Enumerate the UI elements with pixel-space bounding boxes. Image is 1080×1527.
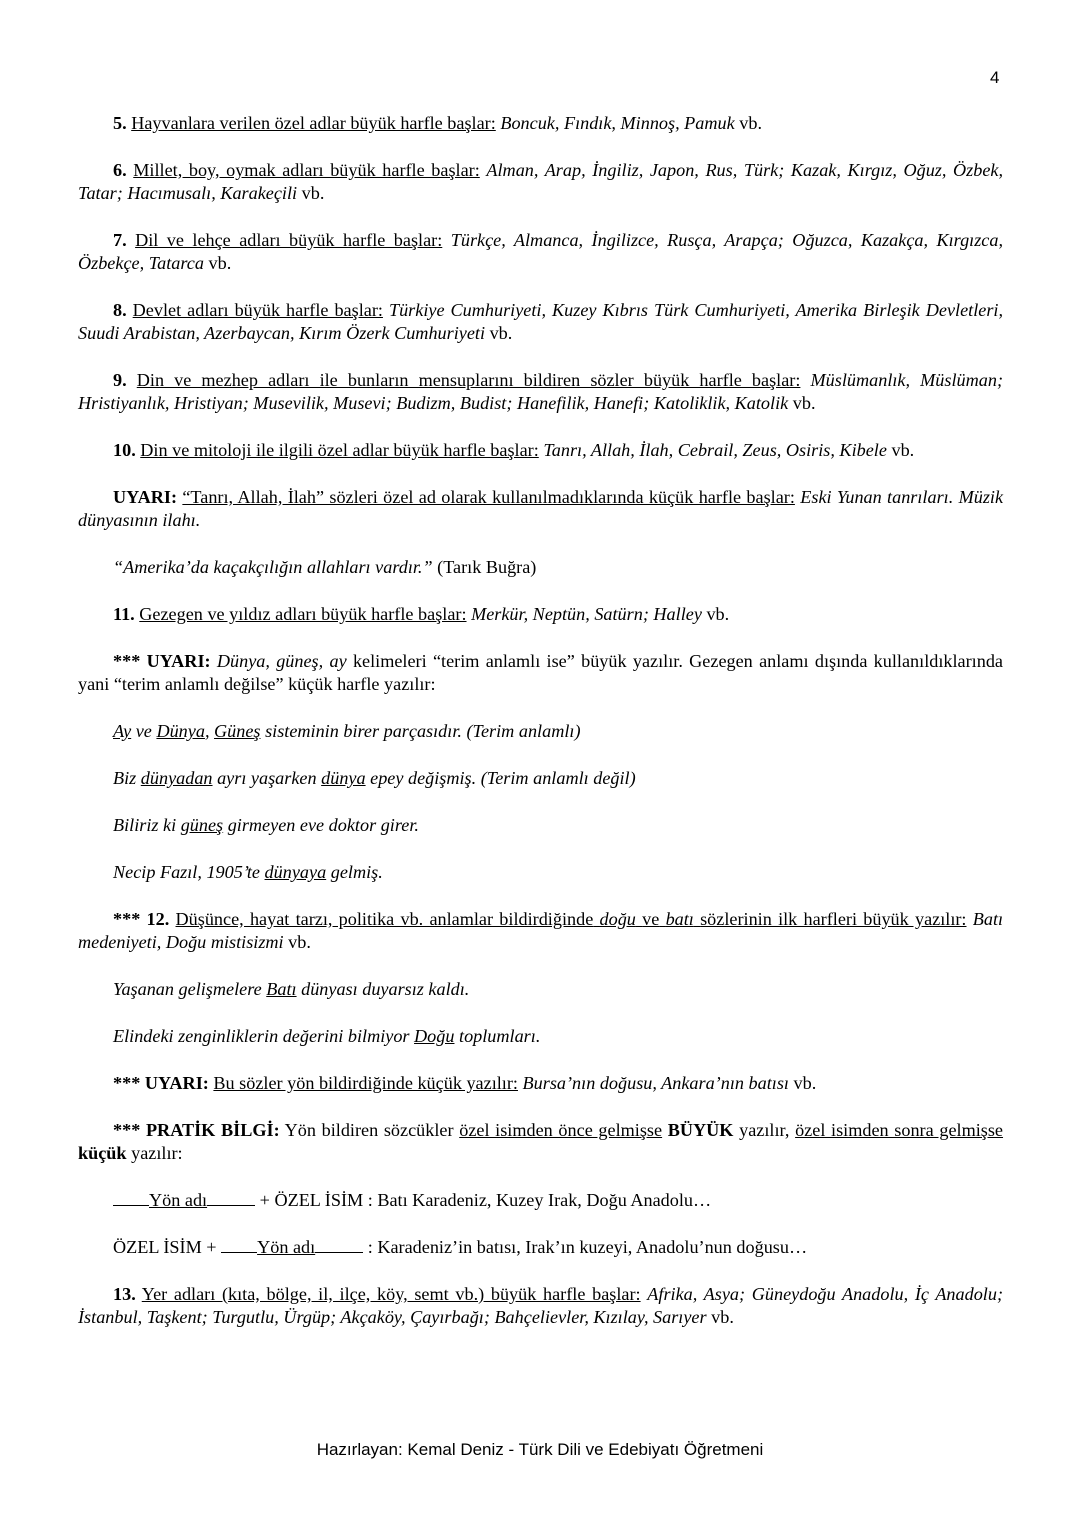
warning-text: Bu sözler yön bildirdiğinde küçük yazılır: — [213, 1073, 518, 1093]
rule-text — [176, 909, 967, 929]
rule-12 — [78, 908, 1003, 954]
quote-example — [78, 556, 1003, 579]
formula-after — [78, 1236, 1003, 1259]
document-body — [78, 112, 1003, 1353]
rule-text: Gezegen ve yıldız adları büyük harfle başlar: — [139, 604, 467, 624]
warning-planets — [78, 650, 1003, 696]
blank-line — [221, 1252, 257, 1253]
example-word: Batı — [266, 979, 297, 999]
page-number: 4 — [990, 68, 1000, 87]
example-sentence — [78, 814, 1003, 837]
practical-info — [78, 1119, 1003, 1165]
example-text: Elindeki zenginliklerin değerini bilmiyor — [113, 1026, 410, 1046]
rule-text-part: sözlerinin ilk harfleri büyük yazılır: — [700, 909, 967, 929]
rule-text: Din ve mezhep adları ile bunların mensuplarını bildiren sözler büyük harfle başlar: — [136, 370, 801, 390]
example-text: ayrı yaşarken — [217, 768, 317, 788]
example-text: dünyası duyarsız kaldı. — [301, 979, 470, 999]
rule-text: Hayvanlara verilen özel adlar büyük harfle başlar: — [131, 113, 496, 133]
rule-tail: vb. — [208, 253, 232, 273]
example-text: sisteminin birer parçasıdır. (Terim anlamlı) — [265, 721, 581, 741]
example-word: Doğu — [414, 1026, 455, 1046]
practical-text: yazılır, — [739, 1120, 790, 1140]
rule-10 — [78, 439, 1003, 462]
rule-tail: vb. — [891, 440, 915, 460]
formula-lead: ÖZEL İSİM + — [113, 1237, 217, 1257]
rule-tail: vb. — [288, 932, 311, 952]
rule-number: 8. — [113, 300, 127, 320]
rule-examples: Alman, Arap, İngiliz, Japon, Rus, Türk; Kazak, Kırgız, Oğuz, Özbek, Tatar; Hacımusalı, Karakeçili — [78, 160, 1004, 203]
rule-examples: Boncuk, Fındık, Minnoş, Pamuk — [500, 113, 735, 133]
example-word: dünyaya — [264, 862, 327, 882]
example-text: toplumları. — [459, 1026, 541, 1046]
example-sentence — [78, 861, 1003, 884]
rule-examples: Merkür, Neptün, Satürn; Halley — [471, 604, 702, 624]
warning-label: *** UYARI: — [113, 651, 211, 671]
rule-examples: Türkiye Cumhuriyeti, Kuzey Kıbrıs Türk Cumhuriyeti, Amerika Birleşik Devletleri, Suudi Arabistan, Azerbaycan, Kırım Özerk Cumhuriyeti — [78, 300, 1004, 343]
quote-text: “Amerika’da kaçakçılığın allahları vardır.” — [113, 557, 433, 577]
warning-tanri — [78, 486, 1003, 532]
rule-text-part: ve — [642, 909, 660, 929]
rule-examples: Türkçe, Almanca, İngilizce, Rusça, Arapça; Oğuzca, Kazakça, Kırgızca, Özbekçe, Tatarca — [78, 230, 1004, 273]
rule-11 — [78, 603, 1003, 626]
example-text: Biliriz ki — [113, 815, 177, 835]
warning-tail: vb. — [793, 1073, 817, 1093]
rule-tail: vb. — [739, 113, 762, 133]
example-text: Necip Fazıl, 1905’te — [113, 862, 260, 882]
rule-number: 7. — [113, 230, 127, 250]
blank-label: Yön adı — [149, 1190, 208, 1210]
rule-number: 5. — [113, 113, 127, 133]
rule-examples: Müslümanlık, Müslüman; Hristiyanlık, Hristiyan; Musevilik, Musevi; Budizm, Budist; Hanefilik, Hanefi; Katoliklik, Katolik — [78, 370, 1004, 413]
practical-bold: küçük — [78, 1143, 127, 1163]
example-word: Dünya — [156, 721, 205, 741]
rule-9 — [78, 369, 1003, 415]
rule-tail: vb. — [792, 393, 816, 413]
rule-text: Millet, boy, oymak adları büyük harfle başlar: — [133, 160, 480, 180]
rule-number: 6. — [113, 160, 127, 180]
rule-13 — [78, 1283, 1003, 1329]
rule-number: 11. — [113, 604, 135, 624]
warning-text: “Tanrı, Allah, İlah” sözleri özel ad olarak kullanılmadıklarında küçük harfle başlar: — [182, 487, 795, 507]
rule-tail: vb. — [301, 183, 325, 203]
rule-text: Din ve mitoloji ile ilgili özel adlar büyük harfle başlar: — [140, 440, 539, 460]
rule-7 — [78, 229, 1003, 275]
warning-direction — [78, 1072, 1003, 1095]
rule-examples: Afrika, Asya; Güneydoğu Anadolu, İç Anadolu; İstanbul, Taşkent; Turgutlu, Ürgüp; Akçaköy, Çayırbağı; Bahçelievler, Kızılay, Sarıyer — [78, 1284, 1004, 1327]
formula-text: + ÖZEL İSİM : Batı Karadeniz, Kuzey Irak, Doğu Anadolu… — [259, 1190, 712, 1210]
rule-8 — [78, 299, 1003, 345]
rule-text: Devlet adları büyük harfle başlar: — [132, 300, 383, 320]
rule-5 — [78, 112, 1003, 135]
rule-word: doğu — [599, 909, 636, 929]
practical-bold: BÜYÜK — [667, 1120, 734, 1140]
example-text: gelmiş. — [330, 862, 383, 882]
rule-number: 12. — [146, 909, 170, 929]
page-footer: Hazırlayan: Kemal Deniz - Türk Dili ve Edebiyatı Öğretmeni — [316, 1440, 764, 1459]
rule-number: 9. — [113, 370, 127, 390]
example-text: Yaşanan gelişmelere — [113, 979, 262, 999]
blank-label: Yön adı — [257, 1237, 316, 1257]
blank-line — [207, 1205, 255, 1206]
rule-stars: *** — [113, 909, 141, 929]
example-sentence — [78, 720, 1003, 743]
warning-examples: Bursa’nın doğusu, Ankara’nın batısı — [522, 1073, 789, 1093]
rule-text: Dil ve lehçe adları büyük harfle başlar: — [135, 230, 443, 250]
warning-text: kelimeleri “terim anlamlı ise” büyük yazılır. Gezegen anlamı dışında kullanıldıklarında yani “terim anlamlı değilse” küçük harfle yazılır: — [78, 651, 1003, 694]
rule-word: batı — [665, 909, 694, 929]
example-sentence — [78, 767, 1003, 790]
example-text: epey değişmiş. (Terim anlamlı değil) — [370, 768, 636, 788]
example-text: , — [204, 721, 210, 741]
formula-text: : Karadeniz’in batısı, Irak’ın kuzeyi, Anadolu’nun doğusu… — [367, 1237, 808, 1257]
practical-underlined: özel isimden önce gelmişse — [459, 1120, 663, 1140]
rule-examples: Tanrı, Allah, İlah, Cebrail, Zeus, Osiris, Kibele — [543, 440, 887, 460]
example-word: güneş — [180, 815, 224, 835]
example-word: Ay — [113, 721, 132, 741]
warning-words: Dünya, güneş, ay — [216, 651, 347, 671]
practical-label: *** PRATİK BİLGİ: — [113, 1120, 280, 1140]
example-word: dünyadan — [140, 768, 213, 788]
example-text: girmeyen eve doktor girer. — [227, 815, 419, 835]
rule-6 — [78, 159, 1003, 205]
example-sentence — [78, 978, 1003, 1001]
practical-underlined: özel isimden sonra gelmişse — [795, 1120, 1004, 1140]
rule-number: 10. — [113, 440, 136, 460]
example-text: ve — [135, 721, 152, 741]
warning-label: UYARI: — [113, 487, 178, 507]
practical-text: Yön bildiren sözcükler — [284, 1120, 454, 1140]
warning-examples: Eski Yunan tanrıları. Müzik dünyasının ilahı. — [78, 487, 1004, 530]
rule-examples: Batı medeniyeti, Doğu mistisizmi — [78, 909, 1004, 952]
quote-author: (Tarık Buğra) — [437, 557, 537, 577]
rule-text: Yer adları (kıta, bölge, il, ilçe, köy, semt vb.) büyük harfle başlar: — [141, 1284, 641, 1304]
practical-text: yazılır: — [131, 1143, 183, 1163]
example-text: Biz — [113, 768, 137, 788]
example-word: dünya — [321, 768, 366, 788]
rule-tail: vb. — [489, 323, 513, 343]
rule-text-part: Düşünce, hayat tarzı, politika vb. anlamlar bildirdiğinde — [175, 909, 594, 929]
example-sentence — [78, 1025, 1003, 1048]
rule-tail: vb. — [711, 1307, 734, 1327]
blank-line — [113, 1205, 149, 1206]
blank-line — [315, 1252, 363, 1253]
example-word: Güneş — [214, 721, 261, 741]
rule-tail: vb. — [706, 604, 730, 624]
rule-number: 13. — [113, 1284, 136, 1304]
formula-before — [78, 1189, 1003, 1212]
warning-label: *** UYARI: — [113, 1073, 209, 1093]
